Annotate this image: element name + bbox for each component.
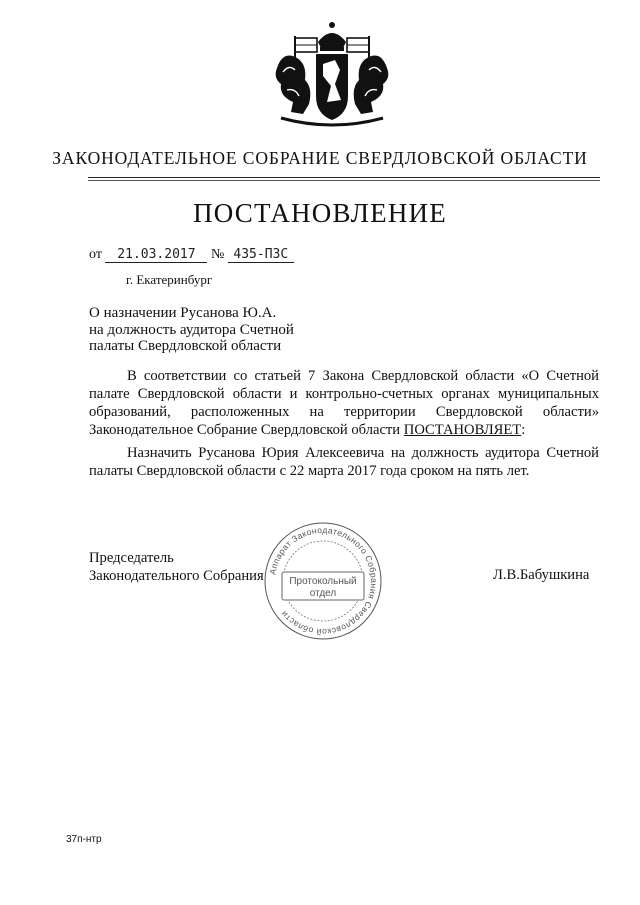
stamp-center-line: отдел [309, 588, 337, 599]
official-stamp [262, 520, 384, 642]
document-number: 435-ПЗС [228, 247, 294, 263]
header-divider-thin [88, 180, 600, 181]
subject-line: палаты Свердловской области [89, 338, 282, 354]
body-paragraph: Назначить Русанова Юрия Алексеевича на должность аудитора Счетной палаты Свердловской области с 22 марта 2017 года сроком на пять лет. [89, 445, 599, 479]
coat-of-arms-emblem [263, 18, 401, 130]
body-paragraph [89, 367, 599, 439]
signatory-title-line: Законодательного Собрания [89, 568, 264, 584]
coat-of-arms-icon [263, 18, 401, 130]
signatory-title-line: Председатель [89, 550, 174, 566]
footer-code: 37п-нтр [66, 834, 102, 845]
organization-title: ЗАКОНОДАТЕЛЬНОЕ СОБРАНИЕ СВЕРДЛОВСКОЙ ОБЛАСТИ [52, 148, 588, 168]
paragraph-text: В соответствии со статьей 7 Закона Свердловской области «О Счетной палате Свердловской области и контрольно-счетных органах муниципальных образований, расположенных на территории Свердловской области» Законодательное Собрание Свердловской области [89, 368, 599, 438]
subject-line: на должность аудитора Счетной [89, 321, 294, 338]
signatory-name: Л.В.Бабушкина [493, 567, 590, 583]
document-type-heading: ПОСТАНОВЛЕНИЕ [193, 198, 447, 228]
stamp-center-line: Протокольный [289, 576, 357, 587]
resolves-keyword: ПОСТАНОВЛЯЕТ [403, 422, 522, 438]
document-date: 21.03.2017 [105, 247, 207, 263]
stamp-ring-text: Аппарат Законодательного Собрания Свердловской области [267, 524, 380, 638]
header-divider [88, 177, 600, 178]
subject-line: О назначении Русанова Ю.А. [89, 305, 277, 321]
paragraph-end: : [521, 422, 526, 438]
number-label: № [210, 247, 225, 262]
city-name: г. Екатеринбург [126, 272, 213, 287]
from-label: от [89, 247, 102, 262]
signatory-title [89, 549, 264, 585]
document-body [89, 367, 599, 480]
stamp-icon [262, 520, 384, 642]
document-meta [89, 247, 294, 263]
document-subject [89, 305, 294, 355]
